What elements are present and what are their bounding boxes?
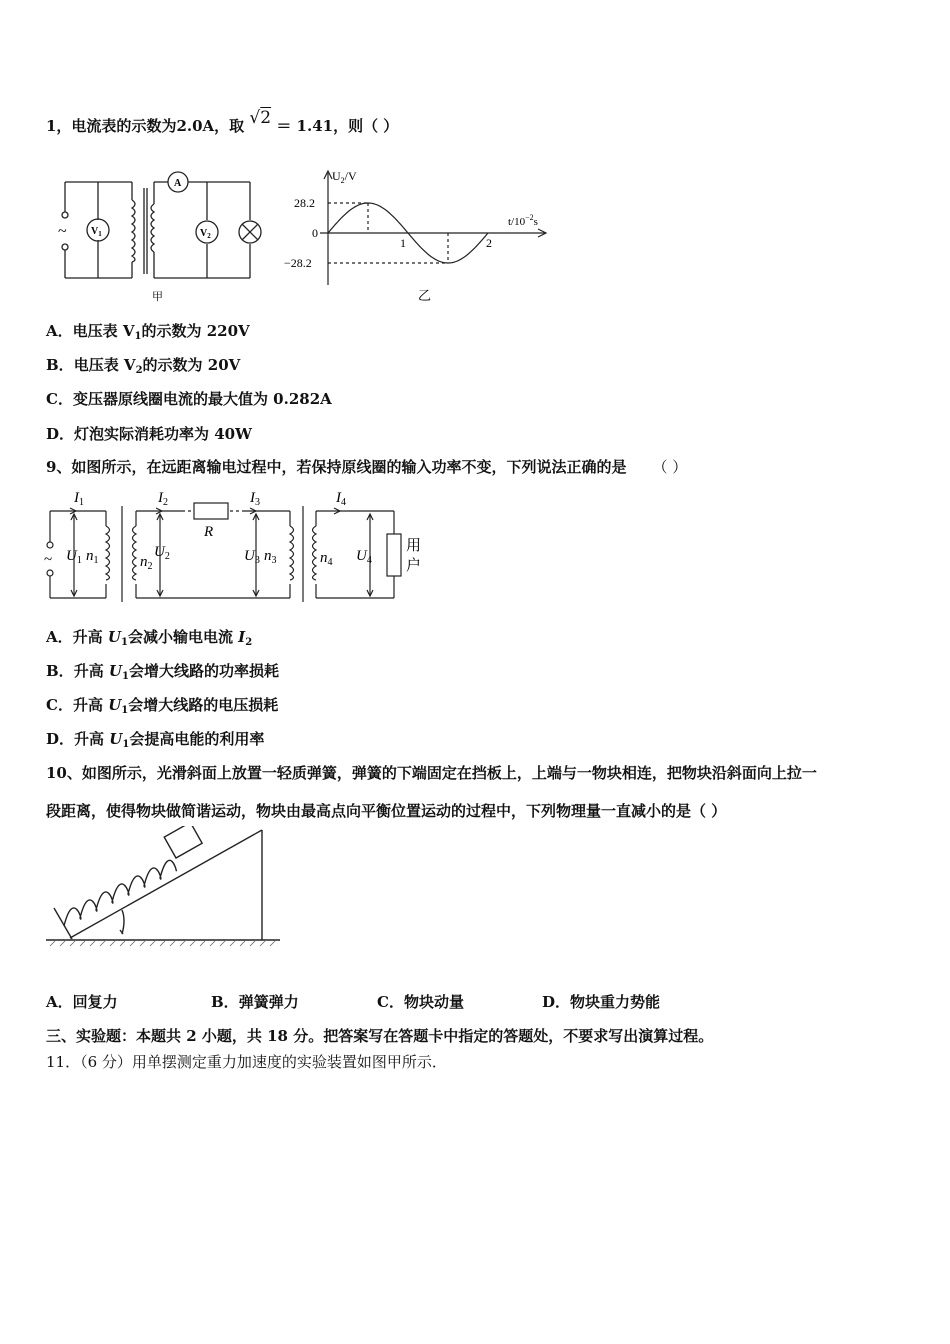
i1-label: $I_1$ [74,490,84,508]
q9-option-a[interactable]: A．升高 $U_1$会减小输电电流 $I_2$ [46,628,253,648]
y-tick-zero: 0 [312,226,318,240]
n1-label: $n_1$ [86,548,99,566]
section3-heading: 三、实验题：本题共 2 小题，共 18 分。把答案写在答题卡中指定的答题处，不要求写出演算过程。 [46,1027,714,1045]
y-axis-label: $U_2/V$ [332,169,357,185]
y-tick-top: 28.2 [294,196,315,210]
voltage-time-graph [280,165,570,305]
q9-option-b[interactable]: B．升高 $U_1$会增大线路的功率损耗 [46,662,279,682]
q10-option-b[interactable]: B．弹簧弹力 [211,993,299,1011]
u2-label: $U_2$ [154,544,170,562]
q10-stem-line1: 10、如图所示，光滑斜面上放置一轻质弹簧，弹簧的下端固定在挡板上，上端与一物块相连，把物块沿斜面向上拉一 [46,764,817,782]
q9-option-c[interactable]: C．升高 $U_1$会增大线路的电压损耗 [46,696,279,716]
y-tick-bottom: −28.2 [284,256,312,270]
power-transmission-circuit [44,486,434,606]
user-label-1: 用 [406,538,422,554]
u3-label: $U_3$ [244,548,260,566]
block [164,826,202,858]
ac-source-symbol: ~ [58,223,67,240]
fig-label-jia: 甲 [152,291,163,303]
resistor-label: R [204,524,214,540]
incline-surface [70,830,262,938]
i3-label: $I_3$ [250,490,260,508]
spring-incline-figure [44,826,284,956]
v1-label: $V_1$ [91,226,102,238]
user-label-2: 户 [406,558,422,574]
q1-option-c[interactable]: C．变压器原线圈电流的最大值为 0.282A [46,390,332,408]
i4-label: $I_4$ [336,490,346,508]
x-tick-2: 2 [486,236,492,250]
q1-stem [46,108,399,136]
angle-arc [122,910,124,934]
q1-option-a[interactable]: A．电压表 $V_1$的示数为 220V [46,322,250,342]
v2-label: $V_2$ [200,228,211,240]
q10-option-c[interactable]: C．物块动量 [377,993,464,1011]
q9-option-d[interactable]: D．升高 $U_1$会提高电能的利用率 [46,730,265,750]
n3-label: $n_3$ [264,548,277,566]
q11-stem: 11．（6 分）用单摆测定重力加速度的实验装置如图甲所示． [46,1053,447,1071]
u1-label: $U_1$ [66,548,82,566]
ac-source-symbol: ~ [44,552,53,568]
fig-label-yi: 乙 [418,288,432,303]
q1-option-d[interactable]: D．灯泡实际消耗功率为 40W [46,425,252,443]
sqrt-number: 2 [260,108,272,128]
x-axis-label: $t/10^{-2}s$ [508,213,538,228]
q1-suffix: ＝ 1.41，则（ ） [276,117,399,135]
q1-prefix: 1，电流表的示数为2.0A，取 [46,117,245,135]
q10-option-d[interactable]: D．物块重力势能 [542,993,661,1011]
q1-option-b[interactable]: B．电压表 $V_2$的示数为 20V [46,356,241,376]
transformer-circuit-figure [50,170,270,305]
ammeter-label: A [174,178,182,189]
spring [64,860,176,926]
n4-label: $n_4$ [320,550,333,568]
sqrt-symbol: √2 [249,108,272,128]
q10-option-a[interactable]: A．回复力 [46,993,118,1011]
n2-label: $n_2$ [140,554,153,572]
x-tick-1: 1 [400,236,406,250]
u4-label: $U_4$ [356,548,372,566]
i2-label: $I_2$ [158,490,168,508]
q9-stem: 9、如图所示，在远距离输电过程中，若保持原线圈的输入功率不变，下列说法正确的是 （ ） [46,458,688,476]
q10-stem-line2: 段距离，使得物块做简谐运动，物块由最高点向平衡位置运动的过程中，下列物理量一直减小的是（ ） [46,802,727,820]
